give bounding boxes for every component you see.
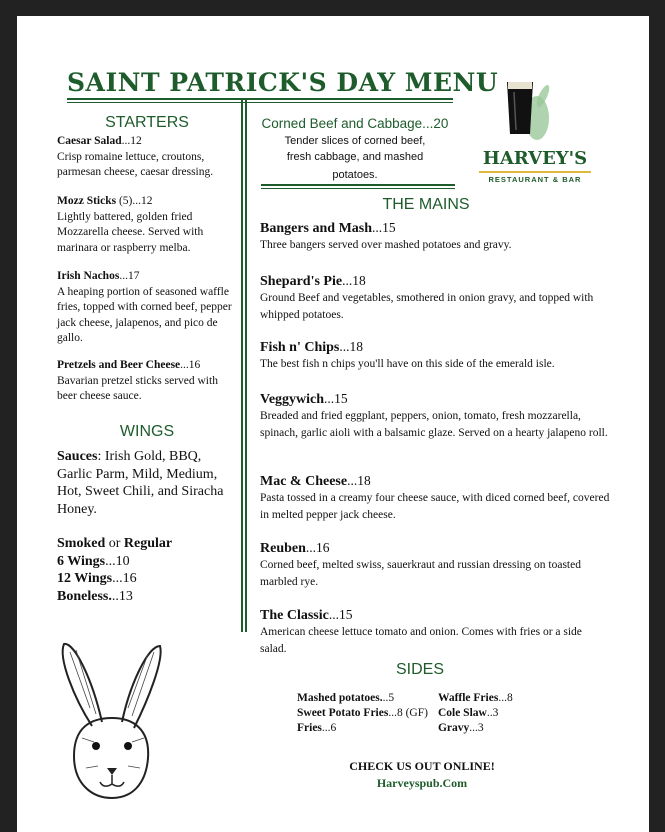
side-item bbox=[438, 691, 513, 706]
logo-subtitle: RESTAURANT & BAR bbox=[488, 175, 582, 184]
footer bbox=[317, 759, 527, 791]
side-name: Mashed potatoes. bbox=[297, 692, 383, 704]
sides-heading: SIDES bbox=[395, 661, 444, 678]
item-price: ...16 bbox=[305, 540, 330, 555]
item-desc: Breaded and fried eggplant, peppers, onion, tomato, fresh mozzarella, spinach, garlic aioli with a balsamic glaze. Served on a hearty jalapeno roll. bbox=[260, 410, 608, 439]
item-price: ...12 bbox=[132, 195, 153, 207]
wings-sauces bbox=[57, 448, 235, 518]
menu-page bbox=[17, 16, 649, 832]
title-underline-2 bbox=[67, 102, 453, 103]
item-price: ...15 bbox=[328, 607, 353, 622]
item-desc: Pasta tossed in a creamy four cheese sauce, with diced corned beef, covered in melted pepper jack cheese. bbox=[260, 492, 610, 521]
mains-rule-2 bbox=[261, 188, 455, 189]
item-desc: Ground Beef and vegetables, smothered in onion gravy, and topped with whipped potatoes. bbox=[260, 292, 594, 321]
item-desc: Three bangers served over mashed potatoes and gravy. bbox=[260, 239, 512, 251]
side-price: ..3 bbox=[486, 707, 499, 719]
side-item bbox=[438, 721, 513, 736]
wing-option-name: Boneless. bbox=[57, 588, 112, 604]
sides-table bbox=[297, 691, 513, 736]
main-item bbox=[260, 390, 610, 442]
item-desc: A heaping portion of seasoned waffle fries, topped with corned beef, pepper jack cheese, jalapenos, and pico de gallo. bbox=[57, 285, 232, 344]
logo-name: HARVEY'S bbox=[482, 148, 588, 169]
item-name: Veggywich bbox=[260, 392, 325, 407]
item-price: ...16 bbox=[180, 359, 201, 371]
item-price: ...15 bbox=[324, 391, 348, 406]
item-price: ...17 bbox=[119, 270, 140, 282]
side-price: ...3 bbox=[469, 722, 484, 734]
item-name: Reuben bbox=[260, 541, 306, 556]
website-link[interactable]: Harveyspub.Com bbox=[376, 776, 468, 790]
wing-option-price: ...16 bbox=[112, 571, 137, 586]
item-name: The Classic bbox=[260, 608, 329, 623]
smoked-label: Smoked bbox=[57, 536, 106, 551]
page-title: SAINT PATRICK'S DAY MENU bbox=[67, 68, 499, 97]
regular-label: Regular bbox=[123, 536, 173, 551]
wings-style bbox=[57, 535, 237, 605]
starter-item bbox=[57, 194, 237, 256]
item-desc: Corned beef, melted swiss, sauerkraut and russian dressing on toasted marbled rye. bbox=[260, 559, 581, 588]
side-item bbox=[297, 721, 438, 736]
starters-heading: STARTERS bbox=[105, 114, 189, 131]
footer-cta: CHECK US OUT ONLINE! bbox=[349, 759, 495, 773]
item-desc: Crisp romaine lettuce, croutons, parmesan cheese, caesar dressing. bbox=[57, 150, 214, 178]
starter-item bbox=[57, 134, 237, 181]
item-name: Mozz Sticks bbox=[57, 195, 117, 207]
sides-row bbox=[297, 721, 513, 736]
column-divider bbox=[241, 100, 243, 632]
main-item bbox=[260, 272, 610, 324]
side-name: Cole Slaw bbox=[437, 707, 487, 719]
wing-option-price: ..13 bbox=[111, 588, 133, 604]
item-extra: (5) bbox=[116, 195, 133, 207]
item-desc: The best fish n chips you'll have on this side of the emerald isle. bbox=[260, 358, 555, 370]
item-price: ...18 bbox=[347, 473, 371, 488]
item-price: ...15 bbox=[372, 220, 396, 235]
main-item bbox=[260, 539, 610, 591]
or-label: or bbox=[105, 536, 124, 551]
wings-heading: WINGS bbox=[119, 423, 175, 440]
feature-name: Corned Beef and Cabbage...20 bbox=[261, 116, 449, 131]
item-desc: Lightly battered, golden fried Mozzarella cheese. Served with marinara or raspberry melba. bbox=[57, 210, 204, 254]
main-item bbox=[260, 606, 610, 658]
main-item bbox=[260, 472, 610, 524]
item-desc: Bavarian pretzel sticks served with beer cheese sauce. bbox=[57, 374, 218, 402]
wing-option-price: ...10 bbox=[105, 553, 130, 569]
side-price: ...8 bbox=[498, 692, 513, 704]
side-price: ...8 (GF) bbox=[388, 707, 428, 719]
rabbit-illustration bbox=[52, 638, 172, 803]
item-name: Irish Nachos bbox=[57, 270, 120, 282]
side-price: ..5 bbox=[382, 692, 395, 704]
sauces-label: Sauces bbox=[57, 449, 98, 464]
main-item bbox=[260, 338, 610, 373]
side-name: Fries bbox=[297, 722, 322, 734]
starter-item bbox=[57, 358, 237, 405]
item-price: ...12 bbox=[121, 135, 142, 147]
title-underline bbox=[67, 98, 453, 100]
mains-rule bbox=[261, 184, 455, 186]
side-name: Sweet Potato Fries bbox=[297, 707, 389, 719]
feature-desc-2: potatoes. bbox=[332, 169, 378, 181]
item-name: Caesar Salad bbox=[57, 135, 122, 147]
sides-row bbox=[297, 691, 513, 706]
item-price: ...18 bbox=[339, 339, 363, 354]
mains-heading: THE MAINS bbox=[382, 196, 470, 213]
logo-underline bbox=[479, 171, 591, 173]
item-name: Bangers and Mash bbox=[260, 221, 373, 236]
item-name: Shepard's Pie bbox=[260, 274, 343, 289]
sides-row bbox=[297, 706, 513, 721]
side-name: Gravy bbox=[437, 722, 470, 734]
column-divider-2 bbox=[245, 100, 247, 632]
side-item bbox=[438, 706, 513, 721]
side-price: ...6 bbox=[321, 722, 337, 734]
item-name: Fish n' Chips bbox=[260, 340, 340, 355]
feature-desc: Tender slices of corned beef, fresh cabbage, and mashed bbox=[284, 135, 426, 163]
side-item bbox=[297, 691, 438, 706]
wing-option-name: 6 Wings bbox=[57, 553, 106, 569]
item-price: ...18 bbox=[342, 273, 366, 288]
item-desc: American cheese lettuce tomato and onion. Comes with fries or a side salad. bbox=[260, 626, 582, 655]
main-item bbox=[260, 219, 610, 254]
item-name: Mac & Cheese bbox=[260, 474, 348, 489]
side-item bbox=[297, 706, 438, 721]
harveys-logo bbox=[475, 78, 595, 188]
beer-glass-icon bbox=[475, 78, 595, 150]
wing-option-name: 12 Wings bbox=[57, 571, 113, 586]
item-name: Pretzels and Beer Cheese bbox=[57, 359, 181, 371]
feature-item bbox=[255, 116, 455, 181]
side-name: Waffle Fries bbox=[437, 692, 499, 704]
starter-item bbox=[57, 269, 237, 347]
sauces-list: : Irish Gold, BBQ, Garlic Parm, Mild, Medium, Hot, Sweet Chili, and Siracha Honey. bbox=[57, 449, 224, 517]
